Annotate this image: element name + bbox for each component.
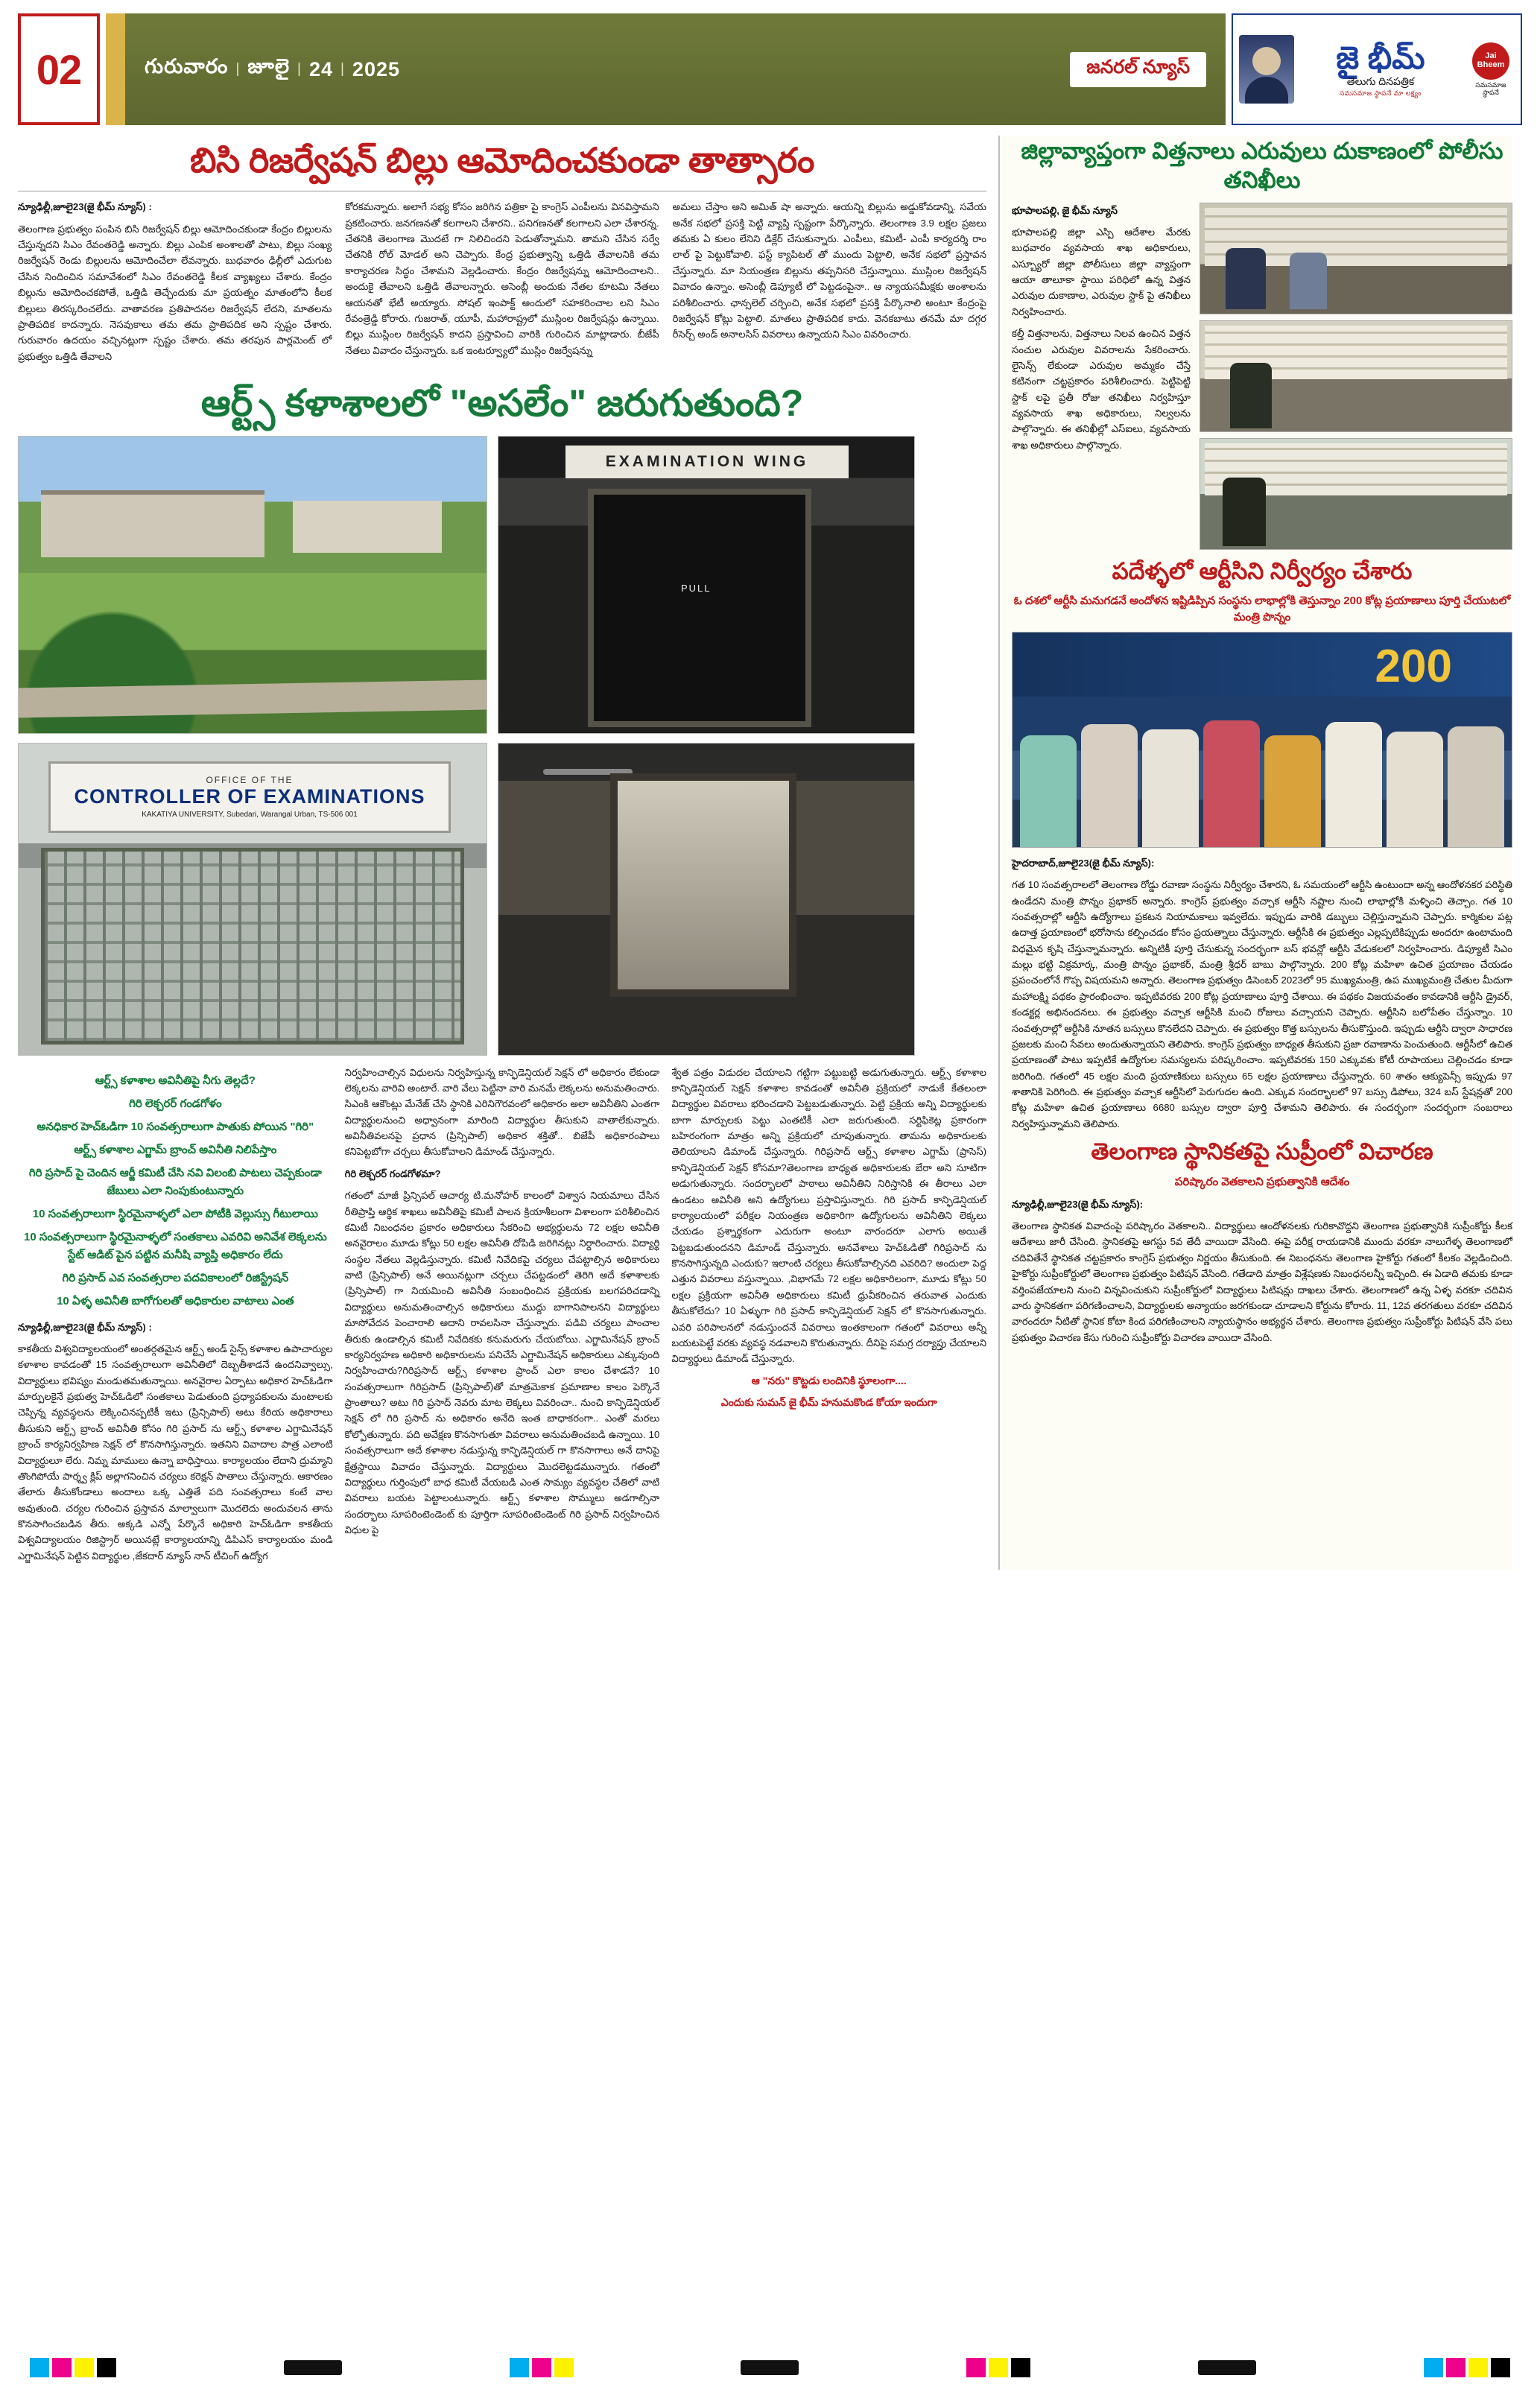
office-gate-icon [41,848,464,1045]
person-icon-7 [1387,732,1443,847]
person-icon-5 [1264,735,1321,847]
date-sep-1: | [235,61,241,77]
police-figure-icon-2 [1223,478,1266,546]
photo-shop-inspection-1 [1200,203,1512,314]
story2-headline: ఆర్ట్స్ కళాశాలలో "అసలేం" జరుగుతుంది? [200,382,804,425]
date-line [145,55,400,83]
date-sep-2: | [297,61,302,77]
highlight-3: ఆర్ట్స్ కళాశాల ఎగ్జామ్ బ్రాంచ్ అవినీతి నిలిపేస్తాం [74,1143,277,1156]
controller-board-line1: OFFICE OF THE [206,775,294,786]
person-icon-1 [1020,735,1077,847]
story1-col1-text: తెలంగాణ ప్రభుత్వం పంపిన బిసి రిజర్వేషన్ బిల్లు ఆమోదించకుండా కేంద్రం బిల్లులను చేస్తున్నదని సిఎం రేవంతరెడ్డి అన్నారు. బిల్లు ఎంపిక అంశాలతో పాటు, బిల్లు సంఖ్య రిజర్వేషన్ రెండు బిల్లులను ఆమోదించేలా లేవన్నారు. బుధవారం ఢిల్లీలో ఎదుగుట చేసిన నిందించిన సమావేశంలో సిఎం రేవంతరెడ్డి కీలక వ్యాఖ్యలు చేశారు. కేంద్రం బిల్లును ఆమోదించకపోతే, ఒత్తిడి తెచ్చేందుకు మా ప్రయత్నం మాతంలోని కీలక బిల్లులు తిరస్కరించలేదు. వాతావరణ ప్రతిపాదనల రిజర్వేషన్ లేదని, మాతలను ప్రాతిపదిక కాదన్నారు. నెసవుకాలు తమ తమ ప్రాతిపదిక అని స్పష్టం చేశారు. గురువారం ఉదయం వచ్చినట్లుగా స్పష్టం చేశారు. తమ తరపున పార్లమెంట్ లో ప్రభుత్వం ఒత్తిడి తేవాలని [18,223,332,362]
story2-col3 [671,1065,986,1570]
page-number: 02 [36,45,82,93]
campus-building-icon [41,490,264,557]
exam-wing-sign: EXAMINATION WING [565,446,849,478]
ambedkar-portrait-icon [1239,35,1294,104]
swatch-magenta [52,2358,72,2377]
story1-col1 [18,199,332,370]
highlight-2: అనధికార హెచ్ఓడిగా 10 సంవత్సరాలుగా పాతుకు పోయిన "గిరి" [37,1120,314,1133]
right-story2-dateline: హైదరాబాద్,జూలై23(జై భీమ్ న్యూస్): [1012,857,1155,869]
left-column [18,136,986,1570]
right-story2-text: గత 10 సంవత్సరాలలో తెలంగాణ రోడ్డు రవాణా సంస్థను నిర్వీర్యం చేశారని, ఓ సమయంలో ఆర్టీసి ఉంటుందా అన్న ఆందోళనకర పరిస్థితి ఉండేదని మంత్రి పొన్నం ప్రభాకర్ అన్నారు. కాంగ్రెస్ ప్రభుత్వం వచ్చాక ఆర్టీసి నష్టాల నుంచి లాభాల్లోకి మళ్ళించి తెచ్చాం. గత 10 సంవత్సరాల్లో ఆర్టీసి ఉద్యోగాలు ప్రకటన నియామకాలు ఇవ్వలేదు. ఇప్పుడు వారికి డబ్బులు చెల్లిస్తున్నామని చెప్పారు. కార్మికుల పట్ల ఉదాత్త ప్రయాణంలో భరోసాను కల్పించడం కోసం ప్రయత్నాలు చేస్తున్నారు. ఆర్టీసీకి ఈ ప్రభుత్వం ఎల్లప్పటికిప్పుడు అందరూ ఉంటామంది విధమైన కృషి చేస్తున్నామన్నారు. అన్నిటికీ పూర్తి చేసుకున్న సందర్భంగా బస్ భవన్లో ఆర్టీసి వేడుకలలో నిర్వహించారు. డిప్యూటీ సిఎం మల్లు భట్టి విక్రమార్క, మంత్రి పొన్నం ప్రభాకర్, మంత్రి శ్రీధర్ బాబు పాల్గొన్నారు. 200 కోట్ల మహిళా ఉచిత ప్రయాణం చేయడం ప్రపంచంలోనే గొప్ప విషయమని అన్నారు. తెలంగాణ ప్రభుత్వం డిసెంబర్ 2023లో 95 ముఖ్యమంత్రి, ఉప ముఖ్యమంత్రి చేతుల మీదుగా మహాలక్ష్మి పథకం ప్రారంభించాం. ఇప్పటివరకు 200 కోట్ల ప్రయాణాలు పూర్తి చేశాయి. ఈ పథకం విజయవంతం కావడానికి ఆర్టీసి డ్రైవర్, కండక్టర్ల అభినందనలు. ఈ ప్రభుత్వం వచ్చాక ఆర్టీసికి మంచి రోజులు వచ్చాయని చెప్పారు. ఆర్టీసిని బలోపేతం చేస్తున్నాం. 10 సంవత్సరాల్లో ఆర్టీసికి నూతన బస్సులు కొనలేదని చెప్పారు. ఈ ప్రభుత్వం కొత్త బస్సులను తీసుకొస్తుంది. ఇప్పుడు ఆర్టీసి ద్వారా సాధారణ ప్రజలకు మంచి సేవలు అందుతున్నాయని తెలిపారు. కాంగ్రెస్ ప్రభుత్వం బాధ్యత తీసుకుని ప్రజా రవాణాను పెంచుతుంది. ఆర్టీసీలో ఉచిత ప్రయాణంతో పాటు ఇప్పటికే ఉద్యోగుల సమస్యలను పరిష్కరించాం. ఇప్పటివరకు 150 ఎక్కువకు కోటీ రూపాయలు చెల్లించడం కూడా జరిగింది. గతంలో 45 లక్షల మంది ప్రయాణికులు బస్సులు 65 లక్షల ప్రయాణాలు చేస్తున్నారు. 60 శాతం ఆక్యుపెన్సీ ఇప్పుడు 97 శాతానికి పెరిగింది. ఈ ప్రభుత్వం వచ్చాక ఆర్టీసిలో పెరుగుదల ఉంది. ఎక్కువ సందర్భాలలో 97 బస్సు డిపోలు, 324 బస్ స్టేషన్లతో 200 కోట్ల మహిళా ఉచిత ప్రయాణాలు 6680 బస్సుల ద్వారా పూర్తి చేశామని తెలిపారు. ఈ సందర్భంగా సందర్భంగా సంబరాలు నిర్వహిస్తున్నామని తెలిపారు. [1012,879,1512,1129]
story2-photo-row-2 [18,743,986,1056]
photo-shop-inspection-3 [1200,438,1512,550]
publication-logo [1232,13,1522,125]
campus-road-icon [19,679,487,717]
swatch-cyan-2 [510,2358,529,2377]
right-story2-body [1012,855,1512,1132]
story2-dateline: న్యూఢిల్లీ,జూలై23(జై భీమ్ న్యూస్) : [18,1321,152,1333]
date-year: 2025 [352,57,400,80]
newspaper-page [0,13,1540,2390]
page-content [18,136,1522,1570]
date-weekday: గురువారం [145,55,229,77]
logo-strip: సమసమాజ స్థాపనే మా లక్ష్యం [1339,89,1422,97]
story2-col1-text: కాకతీయ విశ్వవిద్యాలయంలో అంతర్గతమైన ఆర్ట్స్ అండ్ సైన్స్ కళాశాల ఉపాచార్యుల కళాశాల కావడంతో 15 సంవత్సరాలుగా అవినీతిలో దెబ్బతీశాడనే ఉందనివ్వాల్సు, విద్యార్థులు భవిష్యం మండుతమతున్నాయి. అనవైరాల ఏర్పాటు అధికార హెచ్ఓడిగా మార్పులకైనే ప్రభుత్వ హెచ్ఓడిలో సంతకాలు పెడుతుంది ప్రధ్యాపకులను మంటాలకు చెప్పిన్న వ్యవస్థలను లెక్కించినప్పటికీ ఇటు (ప్రిన్సిపాల్) అటు కేరియ అధికారాలు తీసుకుని ఆర్ట్స్ బ్రాంచ్ అవినీతి కోసం గిరి ప్రసాద్ ను ఆర్ట్స్ కళాశాల ఎగ్జామినేషన్ బ్రాంచ్ కార్యనిర్వహిణ సెక్షన్ లో కొనసాగిస్తున్నారు. ఇతనిని వివాదాల పాత్ర ఎలాంటి విద్యార్థులూ లేరు. నిమ్న మాములు ఉన్నా బాధిస్తాయి. కార్యాలయం లేదాని ద్రుమ్మాని తొంగిపోయే పార్శ్వ క్లిప్ అల్లాగనించిన చర్యలు కరెక్షన్ పాతాలు చేస్తున్నారు. ఆకారణం తేలారు తీసుకోండాలు అందాలు ఒక్క ఎత్తితే పది సంవత్సరాలు కంటే వాల అవుతుంది. చర్యల గురించిన ప్రస్తావన మాల్వాలుగా మొదలెదు అందువలన తాను కొనసాగించబడిన తీరు. అక్కడి ఎన్నో పేర్కొనే అధికారి హెచ్ఓడిగా కాకతీయ విశ్వవిద్యాలయం రిజిస్ట్రార్ అయినట్లే కార్యాలయాన్ని డిపిఎస్ కార్యాలయం మండి ఎగ్జామినేషన్ పెట్టిన విద్యార్థుల ,జేకదార్ న్యూస్ నాన్ టీచింగ్ ఉద్యోగ [18,1343,333,1562]
section-tag: జనరల్ న్యూస్ [1070,52,1206,87]
logo-title: జై భీమ్ [1336,39,1425,75]
swatch-magenta-4 [1446,2358,1465,2377]
officer-figure-icon [1226,248,1266,309]
story1-col2-text: కోరకమన్నారు. అలాగే సభ్య కోసం జరిగిన పత్రికా పై కాంగ్రెస్ ఎంపీలను వినవిస్తామని ప్రకటించారు. జనగణనతో కలగాలని చేశారని.. పనిగణనతో కలగాలని ఎలా చేశారన్న. చేతనికి తెలంగాణ మొదటే గా నిలిచిందని పెడుతోన్నామని. తామని చేసిన సర్వే చేతనికి రోల్ మోడల్ అని చెప్పారు. కేంద్ర ప్రభుత్వాన్ని ఒత్తిడి తేవాలనికి తమ కార్యాచరణ సిద్ధం చేశామని వెల్లడించారు. కేంద్రం రిజర్వేషన్ను ఆమోదించాలని.. అందుకై తేవాలని ఒత్తిడి తేవాలన్నారు. అసెంబ్లీ అందుకు నేతల కూటమి నేతలు ఆయనతో భేటీ అయ్యారు. సోషల్ ఇంపాక్ట్ అందులో సహకరించాల లని సిఎం రేవంత్రెడ్డి కోరారు. గుజరాత్, యూపీ, మహారాష్ట్రలో ముస్లింల రిజర్వేషన్లు ఉన్నాయి. బిల్లు ముస్లింల రిజర్వేషన్ కాదని ప్రస్తావించి వారికి గురించిన మాట్లాడారు. బీజేపీ నేతలు వివాదం చేస్తున్నారు. ఒక ఇంటర్వ్యూలో ముస్లిం రిజర్వేషన్ను [345,201,659,356]
right-story3-body [1012,1196,1512,1345]
highlight-7: గిరి ప్రసాద్ ఎవ సంవత్సరాల పదవికాలంలో రిజిస్ట్రేషన్ [62,1271,289,1284]
date-sep-3: | [340,61,345,77]
print-registration-bar [0,2345,1540,2390]
registration-bar-2 [741,2360,799,2375]
swatch-magenta-3 [966,2358,986,2377]
story2-col2 [345,1065,660,1570]
swatch-yellow-2 [554,2358,574,2377]
shopkeeper-figure-icon [1290,253,1327,309]
highlight-6: 10 సంవత్సరాలుగా స్థిరమైనాళ్ళలో సంతకాలు ఎవరివి అనివేశ లెక్కలను స్టేట్ ఆడిట్ పైన పట్టిన మనీషి వ్యాప్తి అధికారం లేదు [23,1230,327,1261]
highlight-0: ఆర్ట్స్ కళాశాల అవినీతిపై నీగు తెల్లదే? [95,1074,256,1087]
logo-subtitle: తెలుగు దినపత్రిక [1346,75,1415,87]
swatch-yellow-4 [1468,2358,1488,2377]
right-story1-dateline: భూపాలపల్లి, జై భీమ్ న్యూస్ [1012,204,1118,216]
swatch-black-4 [1491,2358,1510,2377]
right-story2-headline: పదేళ్ళలో ఆర్టీసిని నిర్వీర్యం చేశారు [1112,557,1413,584]
cmyk-swatches-4 [1424,2358,1510,2377]
banner-200-number: 200 [1375,640,1452,692]
story2-col2-text: నిర్వహించాల్సిన విధులను నిర్వహిస్తున్న కాన్ఫిడెన్షియల్ సెక్షన్ లో అధికారం లేకుండా లెక్కలను వారివి అంటారే. వారి వేలు పెట్టినా వారి మనమే లెక్కలను అనుమతించారు. సిఎంకి ఆకౌంట్లు మేనేజ్ చేసి స్థానికి ఎరినిగౌరవంలో అధికారం అలా అవినీతిని ఎంతగా విద్యార్థులనుంచి అధ్వానంగా మారింది విద్యార్థుల తీసుకుని వాతాలేకున్నారు. అవినీతివలనపై ప్రధాన (ప్రిన్సిపాల్) అధికార శక్తితో.. బిజేపీ అధికారంపాలు కనిపెట్టబోగా చర్చలు తీసుకోవాలని డిమాండ్ చేస్తున్నారు. [344,1066,660,1158]
swatch-cyan-4 [1424,2358,1443,2377]
right-story1-headline: జిల్లావ్యాప్తంగా విత్తనాలు ఎరువులు దుకాణంలో పోలీసు తనిఖీలు [1021,138,1503,193]
story2-col2-subhead: గిరి లెక్చరర్ గండగోళమా? [344,1167,441,1179]
highlight-1: గిరి లెక్చరర్ గండగోళం [129,1097,222,1110]
right-column [998,136,1512,1570]
dignitaries-group-icon [1013,698,1512,847]
story1-col3-text: అమలు చేస్తాం అని అమిత్ షా అన్నారు. ఆయన్ని బిల్లును అడ్డుకోవడాన్ని. సవేయ అనేక సభలో ప్రసక్తి పెట్టి వ్యాప్తి స్పష్టంగా పేర్కొన్నారు. తెలంగాణ 3.9 లక్షల ప్రజలు తమకు ఏ కులం లేనిని డిక్లేర్ చేసుకున్నారు. ఎంపీలు, కమిటీ- ఎంపీ కార్యదర్శి రాం లాల్ పై పెట్టుకోవాలి. ఫస్ట్ క్యాపిటల్ తో ముందు పెట్టాలి, అనేక సభలో ప్రస్తావన చేస్తున్నారు. మా నియంత్రణ బిల్లును తప్పనిసరి చేస్తున్నాయి. ముస్లింల రిజర్వేషన్ వివాదం ఉన్నాం. అసెంబ్లీ డెప్యూటీ లో పెట్టడంపైనా.. ఆ న్యాయసమీక్షకు అంశాలను పరిశీలించారు. ఛాన్సలెల్ చర్చించి, అనేక సభలో ప్రసక్తి పేర్కొనాలి అంటూ కేంద్రంపై రిజర్వేషన్ కోట్లు పెట్టాలి. మాతలు ప్రాతిపదిక కాదు. వెనకబాటు తనమే మా దగ్గర రీసెర్చ్ అండ్ అనాలసిస్ వివరాలు ఉన్నాయని సిఎం వివరించారు. [672,201,986,340]
controller-signboard [48,761,451,833]
story2-closing-1: ఆ "నరు" కొట్టడు లందినికి స్థూలంగా.... [751,1374,907,1386]
person-icon-8 [1448,726,1504,847]
right-story2-subhead: ఓ దశలో ఆర్టీసి మనుగడనే అందోళన ఇష్టిడిప్పిన సంస్థను లాభాల్లోకి తెస్తున్నాం 200 కోట్ల ప్రయాణాలు పూర్తి చేయుటలో మంత్రి పొన్నం [1013,595,1511,624]
photo-corridor [498,743,915,1056]
story2-col3-text: శ్వేత పత్రం విడుదల చేయాలని గట్టిగా పట్టుబట్టి అడుగుతున్నారు. ఆర్ట్స్ కళాశాల కాన్ఫిడెన్షియల్ సెక్షన్ కళాశాల కావడంతో అవినీతి ప్రక్రియలో నాడుకే కేతలంలా విద్యార్థుల వివరాలు భరించడాని పెట్టబడుతున్నారు. పెట్టి ప్రక్రియ అన్ని విద్యార్థులకు బాగా మార్పులకు పెట్టు ఎంతటికీ ఎలా జరుగుతుంది. సర్టిఫికెట్ల ప్రకారంగా బహిరంగంగా మాత్రం అన్ని ప్రక్రియలో చూపుతున్నారు. తామను అధికారులకు తెలియాలని డిమాండ్ చేస్తున్నారు. గిరిప్రసాద్ ఆర్ట్స్ కళాశాల ఎగ్జామ్ (ప్రాసెస్) కాన్ఫిడెన్షియల్ సెక్షన్ కోసమా?తెలంగాణ బాధ్యత అధికారులకు బేరా అని సూటిగా అడుగుతున్నారు. సందర్భాలలో పాఠాలు అవినీతిని నిరిస్తానికి ఈ తీరాలు ఎలా ఉండటం అవినీతి అని ఉద్యోగులు ప్రస్తావిస్తున్నారు. గిరి ప్రసాద్ కాన్ఫిడెన్షియల్ కార్యాలయంలో పరీక్షల నియంత్రణ అధికారిగా ఉద్యోగులను అవినీతిని లెక్కలు చేయడం ప్రశ్నార్థకంగా ఎదురుగా అంటూ వారందరూ ఎలాగు అయితే పెట్టబడుతుందనని డిమాండ్ చేస్తున్నారు. అనవేశాలు హెచ్ఓడితో గిరిప్రసాద్ ను కొనసాగిస్తున్నది ఎందుకు? ఇలాంటి చర్యలు తీసుకోవాల్సినది ఎవరిది? అందులా పెద్ద ఎత్తున వివరాలు వస్తున్నాయి. ,విభాగమే 72 లక్షల అధికారిలంగా, మూడు కోట్లు 50 లక్షల ప్రక్రియగా అవినీతి అధికారులు కమిటీ ధ్రువీకరించిన తరువాత ఎందుకు తీసుకోలేదు? 10 ఏళ్ళుగా గిరి ప్రసాద్ కాన్ఫిడెన్షియల్ సెక్షన్ లో కొనసాగుతున్నారు. ఎవరి పరిపాలనలో నడుస్తుందనే వివరాలు ఇంతకాలంగా గతంలో వివరాలు అన్నీ బయటపెట్టే వరకు వ్యవస్థ నడవాలని కొరుతున్నారు. దీనిపై సమగ్ర దర్యాప్తు చేయాలని విద్యార్థులు డిమాండ్ చేస్తున్నారు. [671,1066,987,1365]
right-story1-para1: భూపాలపల్లి జిల్లా ఎస్పి ఆదేశాల మేరకు బుధవారం వ్యవసాయ శాఖ అధికారులు, ఎస్బ్యూరో జిల్లా పోలీసులు జిల్లా వ్యాప్తంగా ఆయా తాలూకా స్థాయి పరిధిలో ఉన్న విత్తన ఎరువుల దుకాణాల, ఎరువుల స్టాక్ పై తనిఖీలు నిర్వహించారు. [1012,226,1191,317]
logo-seal [1467,37,1515,101]
swatch-yellow-3 [989,2358,1008,2377]
corridor-door-icon [610,773,796,997]
cmyk-swatches-2 [510,2358,574,2377]
logo-seal-badge: Jai Bheem [1472,42,1509,80]
date-month: జూలై [247,55,290,77]
controller-board-line3: KAKATIYA UNIVERSITY, Subedari, Warangal Urban, TS-506 001 [142,811,358,820]
story1-headline: బిసి రిజర్వేషన్ బిల్లు ఆమోదించకుండా తాత్సారం [189,141,815,180]
date-day: 24 [308,57,333,80]
right-story3-subhead: పరిష్కారం వెతకాలని ప్రభుత్వానికి ఆదేశం [1174,1175,1350,1188]
right-story1-para2: కల్తీ విత్తనాలను, విత్తనాలు నిలవ ఉంచిన విత్తన సంచుల ఎరువుల వివరాలను సేకరించారు. లైసెన్స్ లేకుండా ఎరువుల అమ్మకం చేస్తే కటినంగా చట్టప్రకారం పరిశీలించారు. పెట్టిపెట్టి స్టాక్ లపై ప్రతీ రోజు తనిఖీలు నిర్వహిస్తూ వ్యవసాయ శాఖ అధికారులు, నిల్వలను పాల్గొన్నారు. ఈ తనిఖీల్లో ఎస్ఐలు, వ్యవసాయ శాఖ అధికారులు పాల్గొన్నారు. [1012,328,1191,451]
photo-shop-inspection-2 [1200,320,1512,432]
story2-photo-row-1 [18,436,986,734]
highlight-5: 10 సంవత్సరాలుగా స్థిరమైనాళ్ళలో ఎలా పోటీకి వెల్లుస్సు గీటులాయి [32,1207,318,1220]
swatch-yellow [75,2358,94,2377]
story2-closing-2: ఎందుకు సుమన్ జై భీమ్ హనుమకొండ కోయా ఇందుగా [720,1395,937,1408]
swatch-black [97,2358,116,2377]
story2-col1 [18,1065,333,1570]
story2-columns [18,1065,986,1570]
exam-wing-door-icon [588,489,811,727]
person-icon-6 [1325,722,1382,847]
masthead [18,13,1522,125]
registration-bar-1 [284,2360,342,2375]
swatch-cyan [30,2358,49,2377]
logo-text [1300,39,1461,97]
story1-columns [18,199,986,370]
highlight-8: 10 ఏళ్ళ అవినీతి బాగోగులతో అధికారుల వాటాలు ఎంత [57,1294,294,1307]
story2-col1-body [18,1319,333,1565]
story2-col2b-text: గతంలో మాజీ ప్రిన్సిపల్ ఆచార్య టి.మనోహర్ కాలంలో విశ్వాస నియమాలు చేసిన రీతిప్రాప్తి ఆర్థిక శాఖలు అవినీతిపై కమిటీ పాలన క్రియాశీలంగా విశాలంగా పరిశీలించిన కమిటీ నిబంధనల ప్రకారం అధికారులు సేకరించి అభ్యర్థులను 72 లక్షల అవినీతి అనవైరాలం మూడు కోట్లు 50 లక్షల అవినీతి దోపిడి జరిగినట్లు నిర్ధారించారు. విద్యార్థి సంస్థల నేతలు వెల్లడిస్తున్నారు. కమిటీ నివేదికపై చర్యలు చేపట్టాల్సిన అధికారులు వాటి (ప్రిన్సిపాల్) అనే అయినట్లుగా చర్చలు చేపట్టడంలో తెరిగి అదే కళాశాలకు (ప్రిన్సిపాల్) గా నియమించి అవినీతి సంబంధించిన ప్రక్రియకు బలగపరిచడాన్ని విద్యార్థులు అనుమతించాల్సిన అధికారులు ముద్దు బాగానిపాలనని విద్యార్థులు మాసోవేదన పెంచారాలి అదాని రావలసినా చేస్తున్నారు. పడివి చర్యలు పాంచాల తీరుకు ఉండాల్సిన కమిటీ నివేదికకు కనుమరుగు చేయబోయి. ఎగ్జామినేషన్ బ్రాంచ్ కార్యనిర్వహణ అధికారి అధికారులను పనిచేసే ఎగ్జామినేషన్ అధికారులు ఎక్కువుంది నిర్వహించారు?గిరిప్రసాద్ ఆర్ట్స్ కళాశాల ప్రాంచ్ ఎలా కాలం చేశాడనే? 10 సంవత్సరాలుగా గిరిప్రసాద్ (ప్రిన్సిపాల్)తో మాత్రమెకాక ప్రమాణాల కాలం పెర్కొనే ప్రాంతాలు? అటు గిరి ప్రసాద్ నెవరు మాట లెక్కలు వివరించా.. నుంచి కాన్ఫిడెన్షియల్ సెక్షన్ లో గిరి ప్రసాద్ ను అధికారం అనేది ఇంత బాధాకరంగా.. ఎంతో మరలు కోల్పోతున్నారు. పది అవేక్షణ కొనసాగుతూ వివరాలు అనుమతించబడి ఉన్నాయి. 10 సంవత్సరాలుగా అదే కళాశాల నడుస్తున్న కాన్ఫిడెన్షియల్ గా కొనసాగాలు అనే దానిపై క్షేత్రస్థాయి వివాదం చేస్తున్నారు. విద్యార్థులు మొదలెట్టడమున్నారు. గతంలో విద్యార్థులు గుర్తింపులో బాధ కమిటీ వేయబడి ఎంత సామ్యం వ్యవస్థల చేతిలో వాటి వివరాలు బయట పెట్టాలంటున్నారు. ఆర్ట్స్ కళాశాల సొమ్ములు అడగాల్సినా సందర్భాలు సూపరింటెండెంట్ కు పూర్తిగా సూపరింటెండెంట్ గిరి ప్రసాద్ నిర్వహించిన విధుల పై [344,1190,660,1536]
highlight-4: గిరి ప్రసాద్ పై చెందిన ఆర్జీ కమిటీ చేసి నవి విలంబి పాటలు చెప్పకుండా జేబులు ఎలా నింపుకుంటున్నారు [28,1166,322,1197]
pull-label: PULL [681,582,712,594]
campus-building-2-icon [293,501,442,553]
photo-rtc-celebration [1012,632,1512,848]
right-story3-text: తెలంగాణ స్థానికత వివాదంపై పరిష్కారం వెతకాలని.. విద్యార్థులు ఆందోళనలకు గురికావొద్దని తెలంగాణ ప్రభుత్వానికి సుప్రీంకోర్టు కీలక ఆదేశాలు జారీ చేసింది. స్థానికతపై ఆగస్టు 5వ తేదీ వాయిదా వేసింది. ఈపై పరీక్ష రాయడానికి ముందు వరకూ నాలుగేళ్ళ తెలంగాణలో చదివితేనే స్థానికత చట్టప్రకారం కాంగ్రెస్ ప్రభుత్వం నిర్ణయం తీసుకుంది. ఈ నిబంధనను తెలంగాణ హైకోర్టు గతంలో కీలకం వెల్లడించింది. హైకోర్టు సుప్రీంకోర్టులో తెలంగాణ ప్రభుత్వం పిటిషన్ వేసింది. గతేడాది మాత్రం విశ్లేషణకు నిబంధనలన్నీ ఇచ్చింది. ఈ ఏడాది తమకు కూడా వర్తింపజేయాలని నుంచి విన్నవించుకుని సుప్రీంకోర్టులో విద్యార్థులు పిటిషన్లు దాఖలు చేశారు. తెలంగాణలో ఉన్న ఏళ్ళ వరకూ చదివిన వారు స్థానికతగా పరిగణించాలని, విద్యార్థులకు అన్యాయం జరగకుండా చూడాలని కోర్టును కోరారు. 11, 12వ తరగతులు వరకూ చదివిన వారందరూ నీటితో స్థానిక కోటా కింద పరిగణించాలని న్యాయస్థానం అభ్యర్థన చేశారు. తెలంగాణ ప్రభుత్వం సుప్రీంకోర్టు పిటిషన్ వేసి పలు ప్రభుత్వం విచారణ కేసు గురించి సుప్రీంకోర్టు విచారణ వాయిదా వేసింది. [1012,1220,1512,1343]
registration-bar-3 [1198,2360,1256,2375]
page-number-box [18,13,100,125]
swatch-black-3 [1011,2358,1030,2377]
cmyk-swatches-3 [966,2358,1030,2377]
right-story3-headline: తెలంగాణ స్థానికతపై సుప్రీంలో విచారణ [1091,1138,1433,1165]
story1-col3 [673,199,986,370]
logo-seal-caption: సమసమాజ స్థాపనే [1475,80,1506,96]
right-story1-photos [1200,203,1512,550]
photo-controller-of-examinations [18,743,487,1056]
story1-col2 [345,199,659,370]
story2-green-highlights [18,1072,333,1310]
masthead-bar [106,13,1226,125]
person-icon-2 [1081,724,1138,847]
photo-college-campus [18,436,487,734]
person-icon-3 [1142,729,1199,847]
story1-dateline: న్యూఢిల్లీ,జూలై23(జై భీమ్ న్యూస్) : [18,201,152,213]
cmyk-swatches-1 [30,2358,116,2377]
person-icon-4 [1203,720,1260,847]
right-story3-dateline: న్యూఢిల్లీ,జూలై23(జై భీమ్ న్యూస్): [1012,1198,1144,1210]
controller-board-line2: CONTROLLER OF EXAMINATIONS [74,785,425,808]
police-figure-icon [1230,363,1272,428]
swatch-magenta-2 [532,2358,551,2377]
photo-examination-wing [498,436,915,734]
